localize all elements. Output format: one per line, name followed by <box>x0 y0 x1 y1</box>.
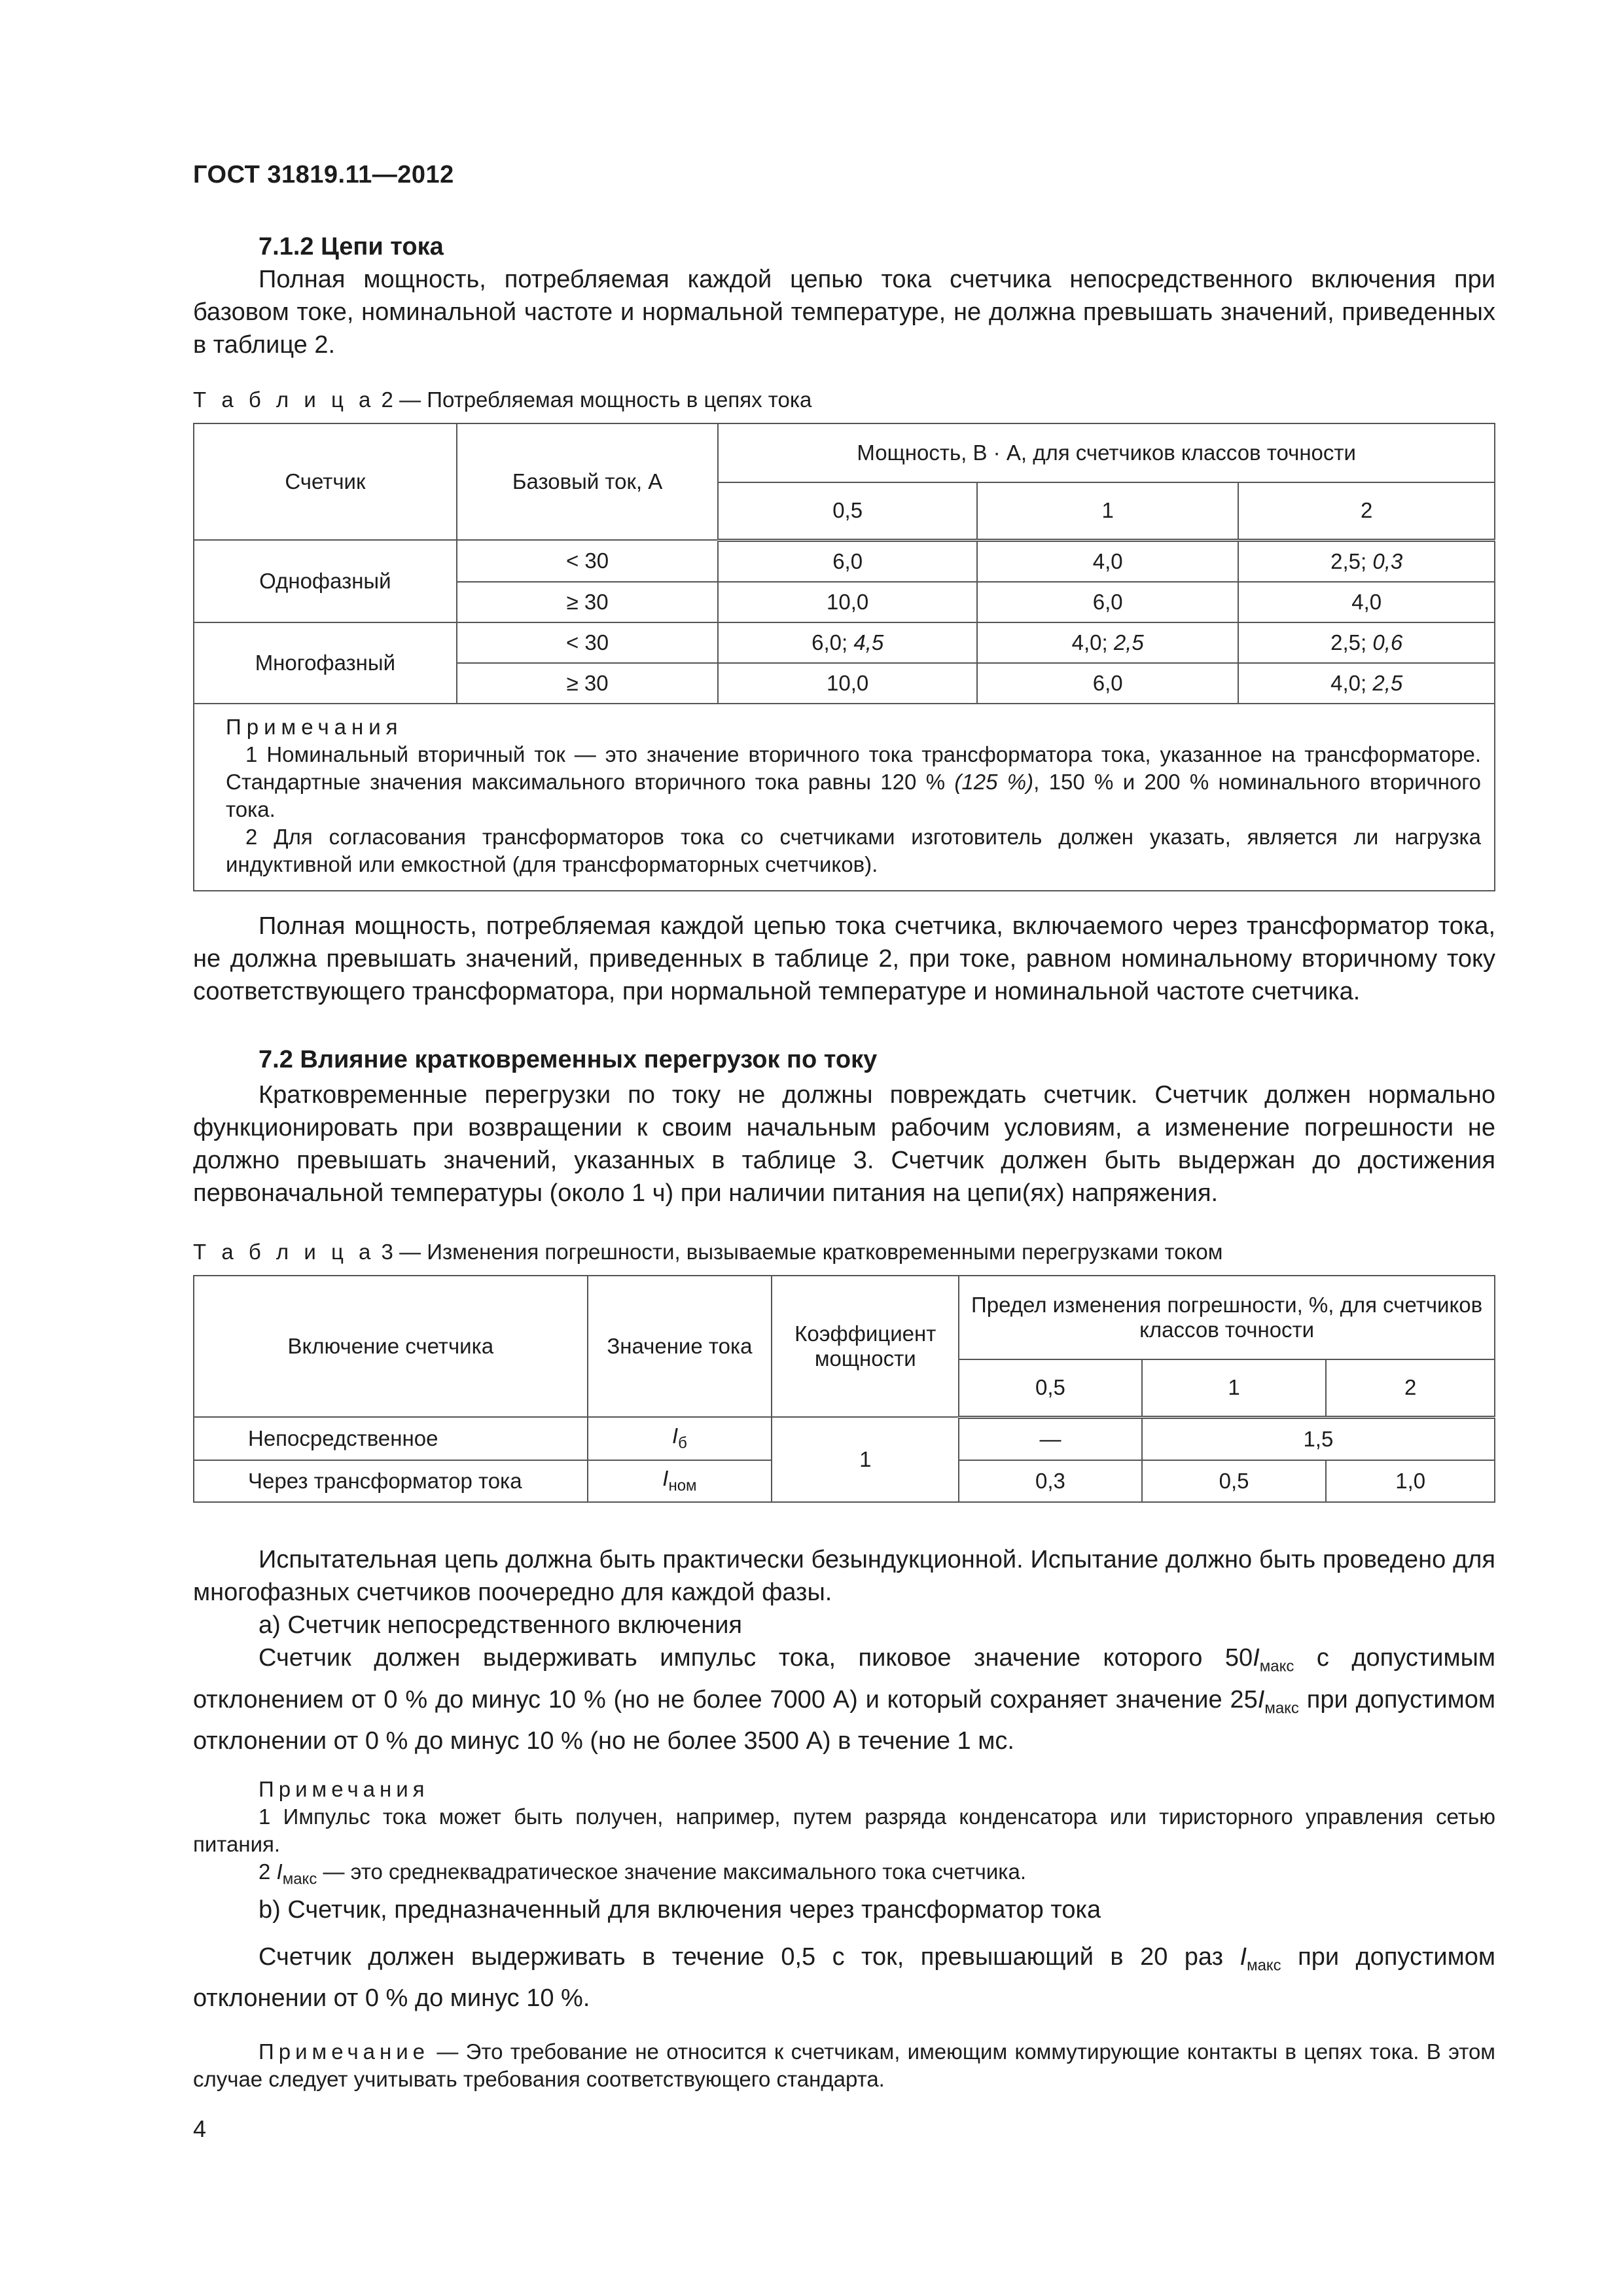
table-3-block <box>193 1238 1495 1503</box>
paragraph: Счетчик должен выдерживать в течение 0,5 с ток, превышающий в 20 раз $I_{макс}$ при допустимом отклонении от 0 % до минус 10 %. <box>193 1943 1495 2013</box>
table-row <box>194 540 1495 582</box>
caption-text: 3 — Изменения погрешности, вызываемые кратковременными перегрузками током <box>375 1240 1223 1264</box>
cell-value: 4,0 <box>977 540 1239 582</box>
cell-value: 2,5; 0,3 <box>1238 540 1495 582</box>
cell-current: $I_{ном}$ <box>588 1460 772 1502</box>
caption-prefix: Т а б л и ц а <box>193 387 376 412</box>
table-2 <box>193 423 1495 891</box>
header-class: 1 <box>1142 1359 1327 1417</box>
cell-value: 6,0 <box>718 540 977 582</box>
section-7-1-2 <box>193 230 1495 361</box>
caption-text: 2 — Потребляемая мощность в цепях тока <box>375 387 812 412</box>
page-number: 4 <box>193 2115 207 2142</box>
header-power: Мощность, В · А, для счетчиков классов точности <box>718 423 1495 482</box>
cell-value: 0,5 <box>1142 1460 1327 1502</box>
notes-block <box>193 1776 1495 1893</box>
meter-type: Однофазный <box>194 540 457 622</box>
note-2: 2 $I_{макс}$ — это среднеквадратическое значение максимального тока счетчика. <box>259 1859 1026 1888</box>
section-7-2 <box>193 1043 1495 1210</box>
document-id: ГОСТ 31819.11—2012 <box>193 161 454 188</box>
cell-value: 4,0; 2,5 <box>977 622 1239 663</box>
header-power-factor: Коэффициент мощности <box>772 1276 959 1417</box>
cell-current: < 30 <box>457 540 719 582</box>
note-1: 1 Номинальный вторичный ток — это значение вторичного тока трансформатора тока, указанное на трансформаторе. Стандартные значения максимального вторичного тока равны 120 % (125 %), 150 % и 200 % номинального вторичного тока. <box>226 742 1481 821</box>
cell-value: 10,0 <box>718 582 977 622</box>
paragraph: Счетчик должен выдерживать импульс тока, пиковое значение которого $50I_{макс}$ с допустимым отклонением от 0 % до минус 10 % (но не более 7000 А) и который сохраняет значение $25I_{макс}$ при допустимом отклонении от 0 % до минус 10 % (но не более 3500 А) в течение 1 мс. <box>193 1644 1496 1755</box>
cell-current: < 30 <box>457 622 719 663</box>
cell-current: $I_б$ <box>588 1417 772 1460</box>
notes-title: Примечания <box>259 1777 429 1802</box>
cell-value: 0,3 <box>959 1460 1142 1502</box>
cell-value: 4,0 <box>1238 582 1495 622</box>
cell-current: ≥ 30 <box>457 663 719 704</box>
table-caption <box>193 386 1495 414</box>
cell-value: 2,5; 0,6 <box>1238 622 1495 663</box>
header-meter: Счетчик <box>194 423 457 540</box>
cell-value: — <box>959 1417 1142 1460</box>
cell-value: 1,0 <box>1326 1460 1495 1502</box>
header-class: 2 <box>1326 1359 1495 1417</box>
header-class: 0,5 <box>959 1359 1142 1417</box>
cell-value: 6,0 <box>977 663 1239 704</box>
section-heading: 7.2 Влияние кратковременных перегрузок по току <box>259 1046 878 1073</box>
header-class: 2 <box>1238 482 1495 540</box>
header-class: 0,5 <box>718 482 977 540</box>
note-1: 1 Импульс тока может быть получен, например, путем разряда конденсатора или тиристорного управления сетью питания. <box>193 1804 1495 1857</box>
table-3 <box>193 1275 1495 1503</box>
paragraph: Испытательная цепь должна быть практически безындукционной. Испытание должно быть проведено для многофазных счетчиков поочередно для каждой фазы. <box>193 1546 1495 1606</box>
header-error-limit: Предел изменения погрешности, %, для счетчиков классов точности <box>959 1276 1495 1359</box>
cell-value: 1,5 <box>1142 1417 1495 1460</box>
header-connection: Включение счетчика <box>194 1276 588 1417</box>
note-2: 2 Для согласования трансформаторов тока со счетчиками изготовитель должен указать, является ли нагрузка индуктивной или емкостной (для трансформаторных счетчиков). <box>226 824 1481 876</box>
paragraph: Полная мощность, потребляемая каждой цепью тока счетчика непосредственного включения при базовом токе, номинальной частоте и нормальной температуре, не должна превышать значений, приведенных в таблице 2. <box>193 266 1495 359</box>
paragraph-after-table-2 <box>193 910 1495 1008</box>
cell-value: 6,0 <box>977 582 1239 622</box>
cell-value: 6,0; 4,5 <box>718 622 977 663</box>
meter-type: Многофазный <box>194 622 457 704</box>
item-a: а) Счетчик непосредственного включения <box>259 1611 742 1639</box>
cell-power-factor: 1 <box>772 1417 959 1502</box>
table-notes <box>194 704 1495 891</box>
cell-value: 4,0; 2,5 <box>1238 663 1495 704</box>
cell-current: ≥ 30 <box>457 582 719 622</box>
final-note: Примечание — Это требование не относится к счетчикам, имеющим коммутирующие контакты в цепях тока. В этом случае следует учитывать требования соответствующего стандарта. <box>193 2039 1495 2092</box>
test-section <box>193 1543 1495 2093</box>
paragraph: Полная мощность, потребляемая каждой цепью тока счетчика, включаемого через трансформатор тока, не должна превышать значений, приведенных в таблице 2, при токе, равном номинальному вторичному току соответствующего трансформатора, при нормальной температуре и номинальной частоте счетчика. <box>193 912 1495 1005</box>
table-caption <box>193 1238 1495 1266</box>
cell-connection: Непосредственное <box>194 1417 588 1460</box>
paragraph: Кратковременные перегрузки по току не должны повреждать счетчик. Счетчик должен нормально функционировать при возвращении к своим начальным рабочим условиям, а изменение погрешности не должно превышать значений, указанных в таблице 3. Счетчик должен быть выдержан до достижения первоначальной температуры (около 1 ч) при наличии питания на цепи(ях) напряжения. <box>193 1081 1495 1207</box>
table-row <box>194 622 1495 663</box>
notes-title: Примечания <box>226 714 403 739</box>
cell-value: 10,0 <box>718 663 977 704</box>
header-base-current: Базовый ток, А <box>457 423 719 540</box>
header-class: 1 <box>977 482 1239 540</box>
table-2-block <box>193 386 1495 891</box>
item-b: b) Счетчик, предназначенный для включения через трансформатор тока <box>259 1895 1101 1924</box>
header-current: Значение тока <box>588 1276 772 1417</box>
cell-connection: Через трансформатор тока <box>194 1460 588 1502</box>
section-heading: 7.1.2 Цепи тока <box>259 233 444 260</box>
caption-prefix: Т а б л и ц а <box>193 1240 376 1264</box>
table-row <box>194 1417 1495 1460</box>
